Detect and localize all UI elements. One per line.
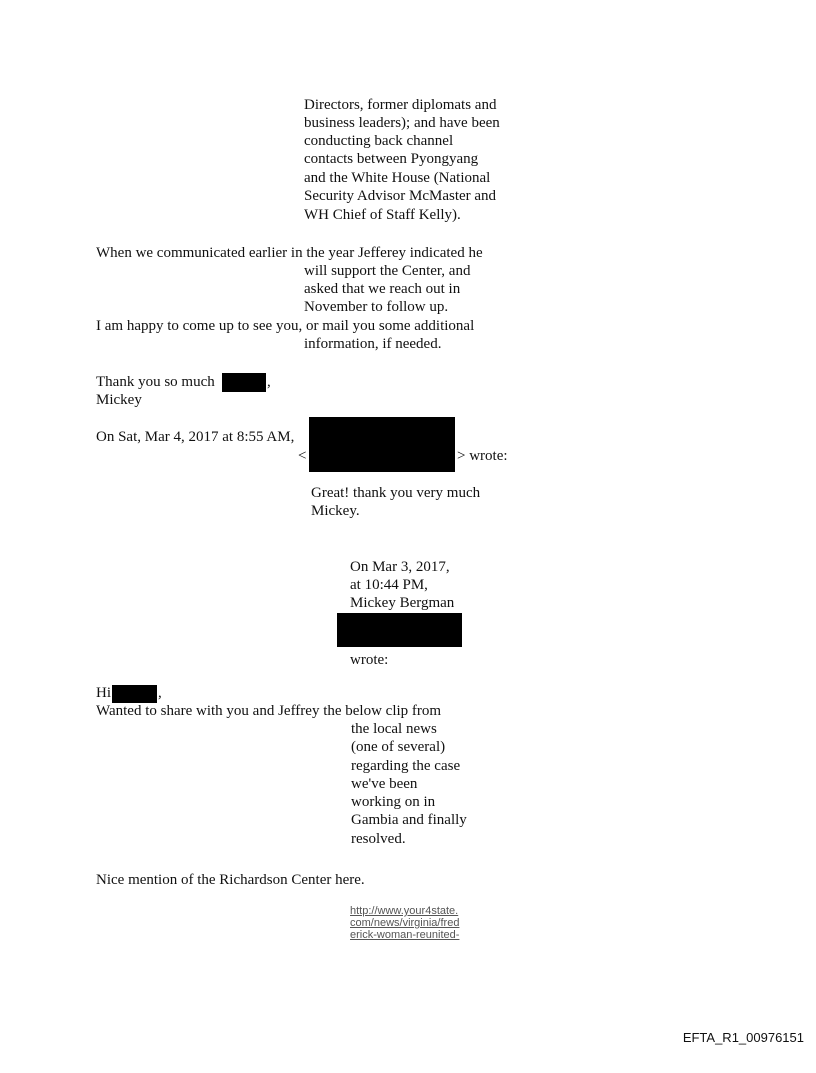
text-line: conducting back channel — [304, 133, 454, 149]
text-line: Security Advisor McMaster and — [304, 188, 497, 204]
greeting: Hi — [96, 685, 111, 701]
text-line: Wanted to share with you and Jeffrey the below clip from — [96, 703, 442, 719]
text-line: working on in — [351, 794, 436, 810]
text-line: contacts between Pyongyang — [304, 151, 479, 167]
thanks-text: Thank you so much — [96, 374, 215, 390]
wrote-text: wrote: — [350, 652, 389, 668]
text-line: and the White House (National — [304, 170, 491, 186]
link-line[interactable]: erick-woman-reunited- — [350, 929, 460, 941]
text-line: When we communicated earlier in the year Jefferey indicated he — [96, 245, 483, 261]
text-line: I am happy to come up to see you, or mail you some additional — [96, 318, 475, 334]
text-line: Mickey Bergman — [350, 595, 455, 611]
text-line: Mickey. — [311, 503, 360, 519]
text-line: the local news — [351, 721, 437, 737]
wrote-text: > wrote: — [457, 448, 508, 464]
text-line: (one of several) — [351, 739, 446, 755]
text-line: WH Chief of Staff Kelly). — [304, 207, 461, 223]
text-line: November to follow up. — [304, 299, 449, 315]
text-line: will support the Center, and — [304, 263, 471, 279]
text-line: information, if needed. — [304, 336, 442, 352]
bracket: < — [298, 448, 307, 464]
text-line: we've been — [351, 776, 418, 792]
comma: , — [158, 685, 162, 701]
text-line: Great! thank you very much — [311, 485, 481, 501]
comma: , — [267, 374, 271, 390]
text-line: business leaders); and have been — [304, 115, 500, 131]
link-line[interactable]: http://www.your4state. — [350, 905, 459, 917]
text-line: Directors, former diplomats and — [304, 97, 497, 113]
redaction — [112, 685, 157, 703]
text-line: Gambia and finally — [351, 812, 467, 828]
text-line: On Mar 3, 2017, — [350, 559, 450, 575]
text-line: resolved. — [351, 831, 406, 847]
redaction — [222, 373, 266, 392]
document-id-footer: EFTA_R1_00976151 — [682, 1030, 804, 1045]
reply-header: On Sat, Mar 4, 2017 at 8:55 AM, — [96, 429, 295, 445]
text-line: at 10:44 PM, — [350, 577, 428, 593]
signature-name: Mickey — [96, 392, 142, 408]
redaction — [309, 417, 455, 472]
text-line: asked that we reach out in — [304, 281, 461, 297]
text-line: Nice mention of the Richardson Center here. — [96, 872, 365, 888]
link-line[interactable]: com/news/virginia/fred — [350, 917, 460, 929]
text-line: regarding the case — [351, 758, 461, 774]
redaction — [337, 613, 462, 647]
